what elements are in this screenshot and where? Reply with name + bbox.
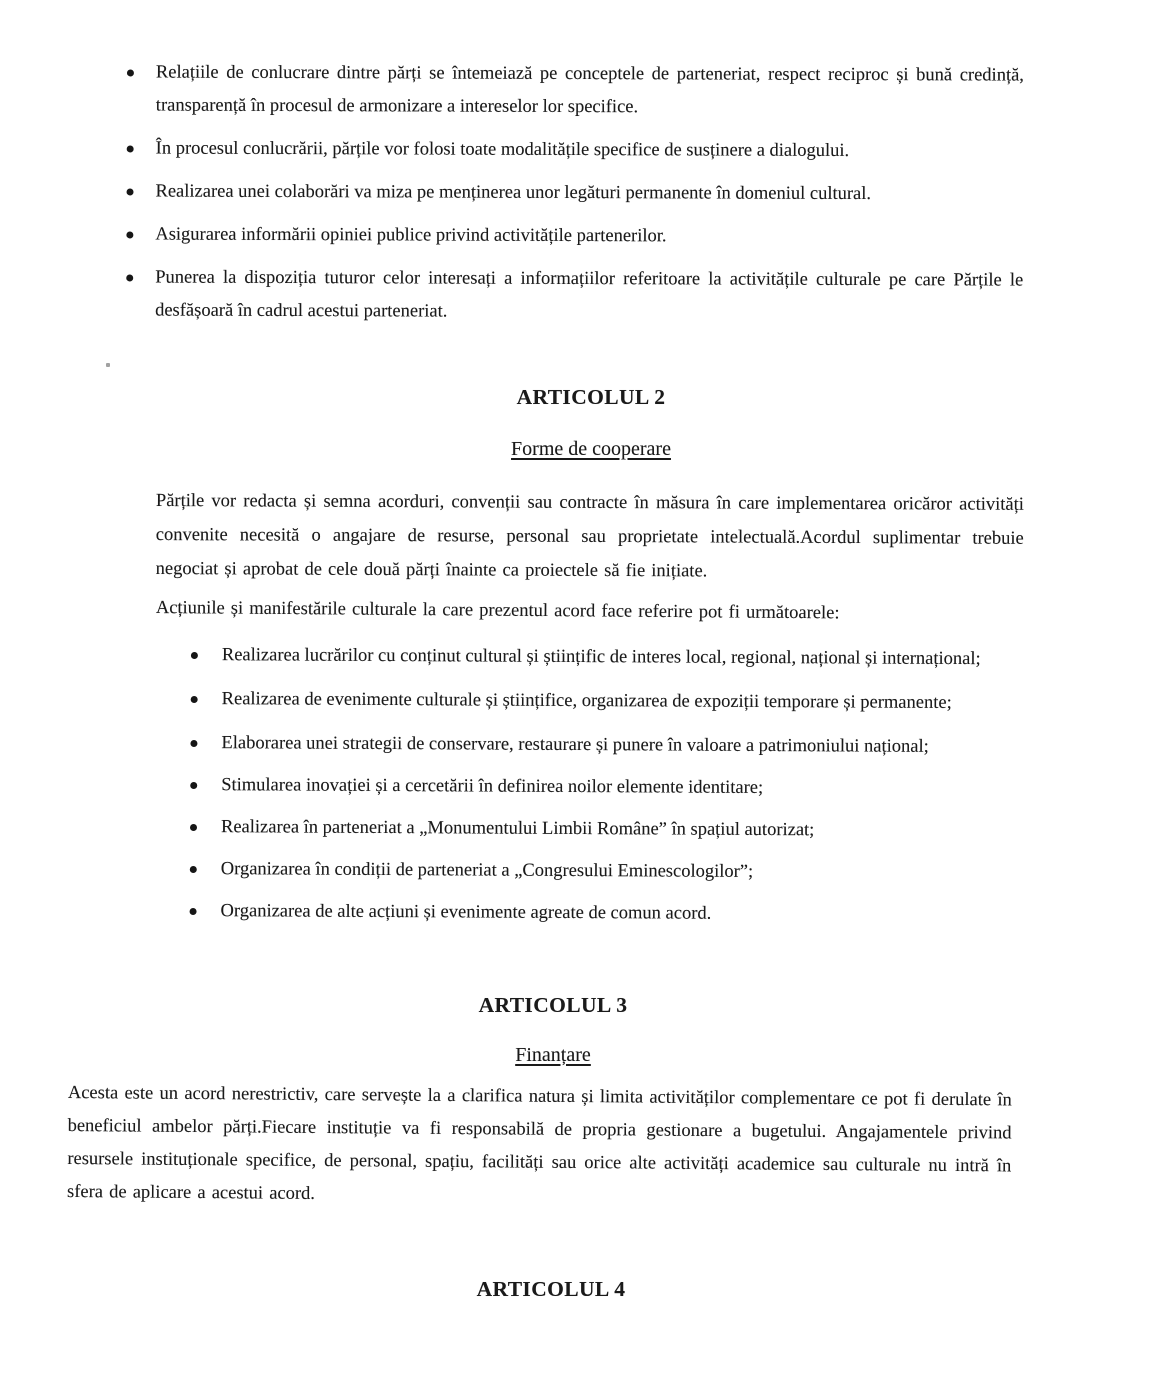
list-item [155,219,1023,255]
paragraph-cooperation-forms: Părțile vor redacta și semna acorduri, convenții sau contracte în măsura în care implementarea oricăror activități convenite necesită o angajare de resurse, personal sau proprietate intelectuală.Acordul suplimentar trebuie negociat și aprobat de cele două părți înainte ca proiectele să fie inițiate. [155,490,1024,582]
list-item [221,727,1029,764]
subtitle-underlined-text: Finanțare [515,1044,591,1066]
article-2-heading: ARTICOLUL 2 [516,385,666,409]
intro-bullet-list [0,56,1152,331]
paragraph-actions-intro: Acțiunile și manifestările culturale la care prezentul acord face referire pot fi următoarele: [155,597,840,624]
article-4-heading: ARTICOLUL 4 [476,1277,626,1301]
bullet-text: Relațiile de conlucrare dintre părți se întemeiază pe conceptele de parteneriat, respect reciproc și bună credință, transparență în procesul de armonizare a intereselor lor specifice. [155,62,1024,118]
bullet-dot-icon [190,866,197,873]
bullet-dot-icon [126,231,133,238]
bullet-dot-icon [191,696,198,703]
list-item [156,133,1024,169]
bullet-dot-icon [127,188,134,195]
bullet-text: Elaborarea unei strategii de conservare, restaurare și punere în valoare a patrimoniului național; [221,733,929,757]
list-item [221,811,1029,848]
bullet-dot-icon [127,145,134,152]
list-item [155,176,1023,212]
bullet-dot-icon [127,69,134,76]
list-item [222,639,1030,676]
bullet-dot-icon [190,740,197,747]
bullet-text: Realizarea lucrărilor cu conținut cultural și științific de interes local, regional, național și internațional; [221,645,981,670]
list-item [222,683,1030,720]
bullet-text: Realizarea de evenimente culturale și științifice, organizarea de expoziții temporare și permanente; [221,689,952,713]
bullet-text: Stimularea inovației și a cercetării în definirea noilor elemente identitare; [221,775,764,798]
bullet-text: În procesul conlucrării, părțile vor folosi toate modalitățile specifice de susținere a dialogului. [155,138,850,161]
bullet-dot-icon [190,908,197,915]
bullet-text: Organizarea în condiții de parteneriat a „Congresului Eminescologilor”; [220,859,754,882]
paragraph-financing: Acesta este un acord nerestrictiv, care servește la a clarifica natura și limita activităților complementare ce pot fi derulate în beneficiul ambelor părți.Fiecare instituție va fi responsabilă de propria gestionare a bugetului. Angajamentele privind resursele instituționale specifice, de personal, spațiu, facilități sau orice alte activități academice sau culturale nu intră în sfera de aplicare a acestui acord. [67,1082,1012,1204]
scan-artifact-dot [106,363,110,367]
bullet-text: Asigurarea informării opiniei publice privind activitățile partenerilor. [155,224,667,247]
list-item [155,262,1023,331]
list-item [221,769,1029,806]
article-3-heading: ARTICOLUL 3 [478,993,628,1017]
bullet-text: Realizarea în parteneriat a „Monumentului Limbii Române” în spațiul autorizat; [220,817,815,841]
article-2-subtitle [15,434,1152,464]
bullet-dot-icon [126,274,133,281]
subtitle-underlined-text: Forme de cooperare [511,438,671,460]
cooperation-bullet-list [0,638,1152,933]
bullet-text: Punerea la dispoziția tuturor celor interesați a informațiilor referitoare la activitățile culturale pe care Părțile le desfășoară în cadrul acestui parteneriat. [155,267,1024,322]
article-3-subtitle [0,1040,1129,1070]
bullet-dot-icon [191,652,198,659]
bullet-dot-icon [190,782,197,789]
bullet-dot-icon [190,824,197,831]
list-item [156,57,1024,126]
bullet-text: Realizarea unei colaborări va miza pe menținerea unor legături permanente în domeniul cultural. [155,181,872,205]
list-item [220,895,1028,932]
bullet-text: Organizarea de alte acțiuni și evenimente agreate de comun acord. [220,901,712,924]
list-item [221,853,1029,890]
